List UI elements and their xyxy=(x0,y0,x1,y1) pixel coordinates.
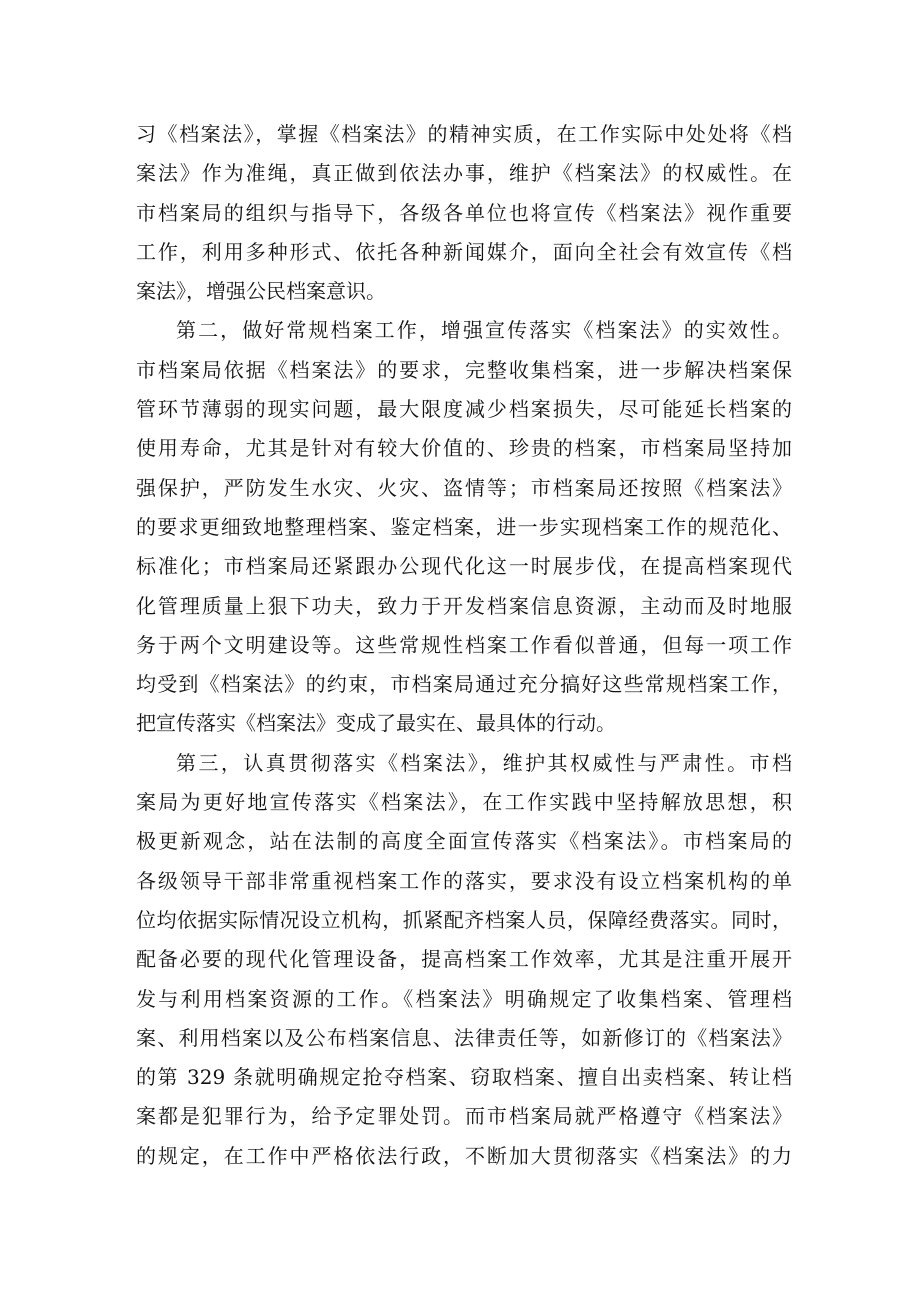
text-line: 化管理质量上狠下功夫，致力于开发档案信息资源，主动而及时地服 xyxy=(136,593,792,618)
text-line: 第二，做好常规档案工作，增强宣传落实《档案法》的实效性。 xyxy=(176,318,792,343)
paragraph-3 xyxy=(136,744,792,1176)
text-line: 工作，利用多种形式、依托各种新闻媒介，面向全社会有效宣传《档 xyxy=(136,239,792,264)
text-line: 均受到《档案法》的约束，市档案局通过充分搞好这些常规档案工作， xyxy=(136,672,792,697)
text-line: 管环节薄弱的现实问题，最大限度减少档案损失，尽可能延长档案的 xyxy=(136,397,792,422)
text-line: 发与利用档案资源的工作。《档案法》明确规定了收集档案、管理档 xyxy=(136,986,792,1011)
text-line: 市档案局的组织与指导下，各级各单位也将宣传《档案法》视作重要 xyxy=(136,200,792,225)
text-line: 的第 329 条就明确规定抢夺档案、窃取档案、擅自出卖档案、转让档 xyxy=(136,1065,792,1090)
text-line: 习《档案法》，掌握《档案法》的精神实质，在工作实际中处处将《档 xyxy=(136,122,792,146)
text-line: 的要求更细致地整理档案、鉴定档案，进一步实现档案工作的规范化、 xyxy=(136,514,792,539)
text-line: 市档案局依据《档案法》的要求，完整收集档案，进一步解决档案保 xyxy=(136,357,792,382)
text-line: 把宣传落实《档案法》变成了最实在、最具体的行动。 xyxy=(136,711,616,736)
paragraph-1 xyxy=(136,115,792,311)
text-line: 案、利用档案以及公布档案信息、法律责任等，如新修订的《档案法》 xyxy=(136,1025,792,1050)
text-line: 标准化；市档案局还紧跟办公现代化这一时展步伐，在提高档案现代 xyxy=(136,554,792,579)
paragraph-2 xyxy=(136,311,792,743)
text-line: 案法》，增强公民档案意识。 xyxy=(136,279,386,304)
text-line: 位均依据实际情况设立机构，抓紧配齐档案人员，保障经费落实。同时， xyxy=(136,907,792,932)
text-line: 案法》作为准绳，真正做到依法办事，维护《档案法》的权威性。在 xyxy=(136,161,792,186)
text-line: 配备必要的现代化管理设备，提高档案工作效率，尤其是注重开展开 xyxy=(136,947,792,972)
text-line: 各级领导干部非常重视档案工作的落实，要求没有设立档案机构的单 xyxy=(136,868,792,893)
text-line: 务于两个文明建设等。这些常规性档案工作看似普通，但每一项工作 xyxy=(136,632,792,657)
text-line: 强保护，严防发生水灾、火灾、盗情等；市档案局还按照《档案法》 xyxy=(136,475,792,500)
text-line: 第三，认真贯彻落实《档案法》，维护其权威性与严肃性。市档 xyxy=(176,750,792,775)
text-line: 极更新观念，站在法制的高度全面宣传落实《档案法》。市档案局的 xyxy=(136,829,792,854)
text-line: 案都是犯罪行为，给予定罪处罚。而市档案局就严格遵守《档案法》 xyxy=(136,1104,792,1129)
text-line: 的规定，在工作中严格依法行政，不断加大贯彻落实《档案法》的力 xyxy=(136,1143,792,1168)
text-line: 案局为更好地宣传落实《档案法》，在工作实践中坚持解放思想，积 xyxy=(136,790,792,815)
text-line: 使用寿命，尤其是针对有较大价值的、珍贵的档案，市档案局坚持加 xyxy=(136,436,792,461)
document-body xyxy=(136,115,792,1176)
